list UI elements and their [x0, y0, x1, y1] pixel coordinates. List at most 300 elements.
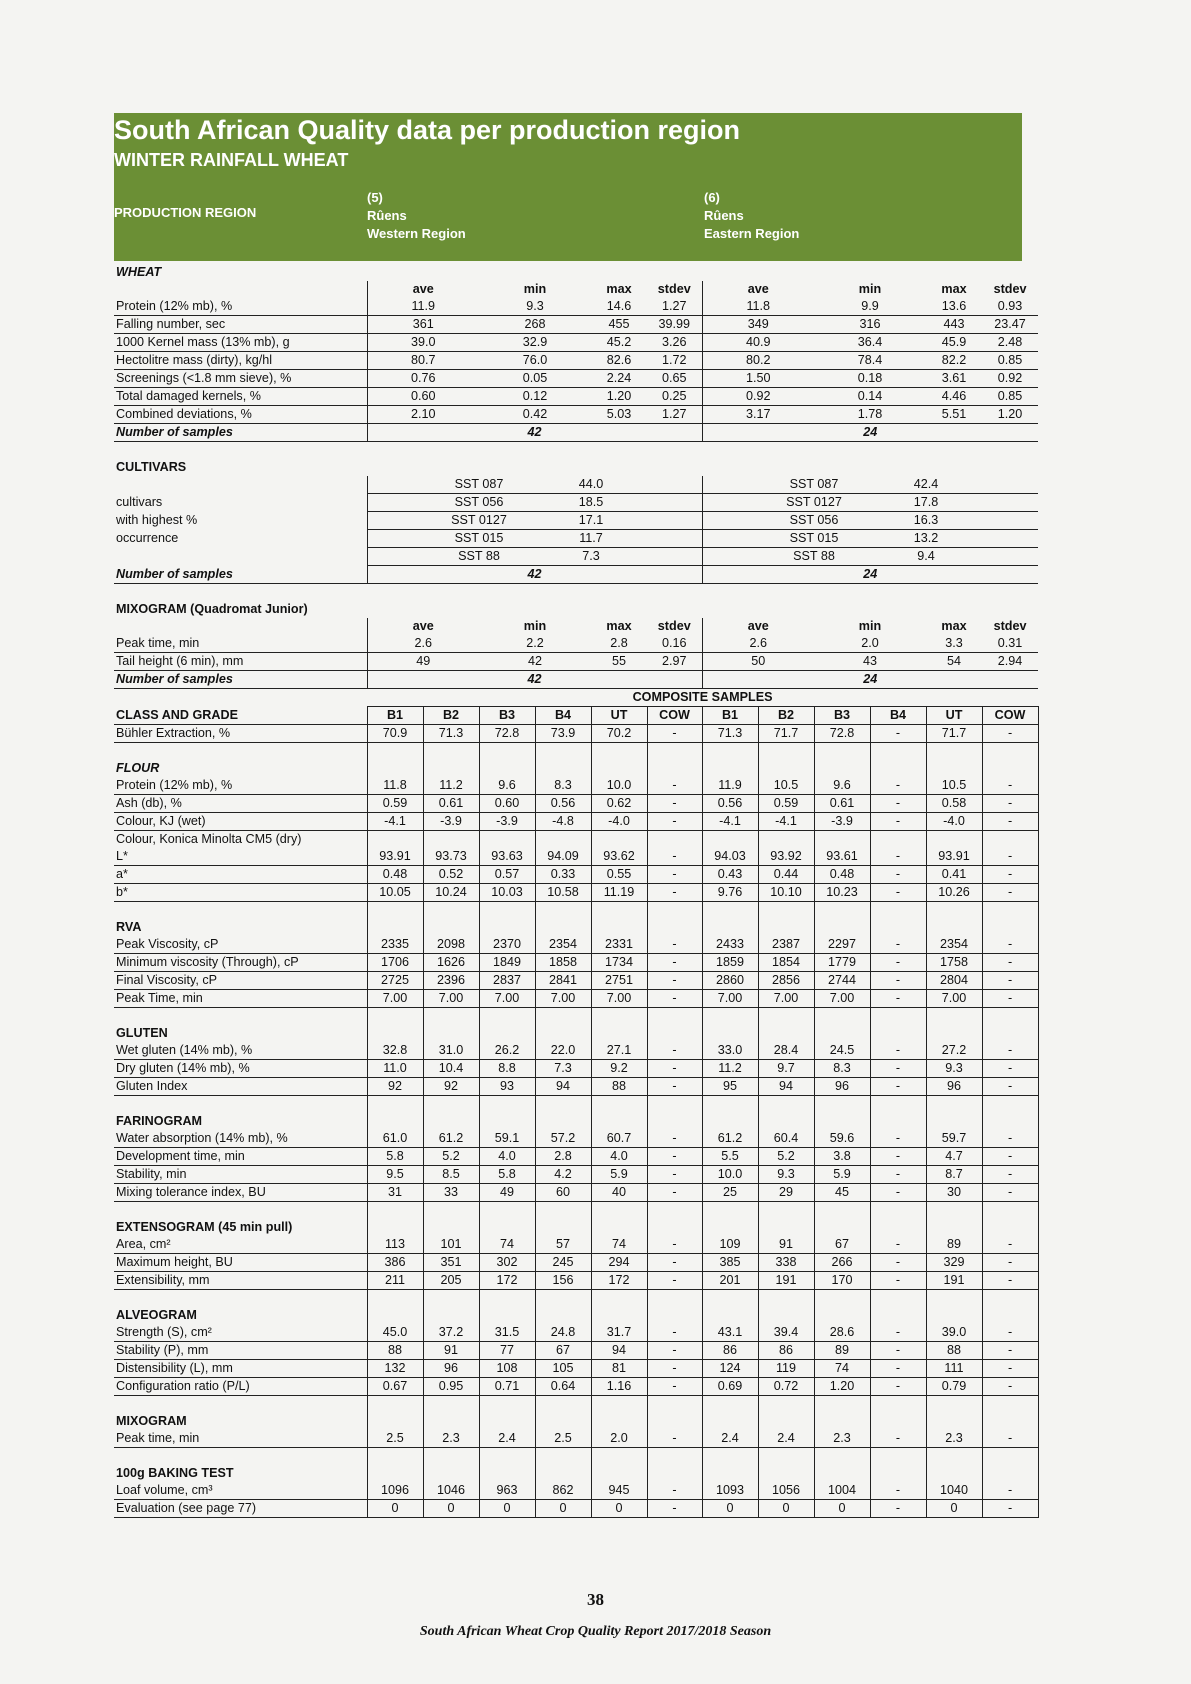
empty-cell	[870, 1396, 926, 1414]
empty-cell	[870, 1413, 926, 1430]
value-cell: 93	[479, 1078, 535, 1096]
wheat-stat-header	[114, 281, 1038, 298]
value-cell: 0.18	[814, 370, 926, 388]
value-cell: -	[982, 972, 1038, 990]
data-row	[114, 1500, 1038, 1518]
value-cell: 2.8	[535, 1148, 591, 1166]
stat-col-header: stdev	[993, 282, 1027, 296]
value-cell: 71.3	[702, 725, 758, 743]
row-label: Gluten Index	[114, 1078, 367, 1096]
empty-cell	[758, 1448, 814, 1466]
value-cell: 24.5	[814, 1042, 870, 1060]
empty-cell	[982, 831, 1038, 849]
value-cell: 0	[702, 1500, 758, 1518]
empty-cell	[367, 1307, 423, 1324]
value-cell: 40.9	[702, 334, 814, 352]
value-cell: 11.0	[367, 1060, 423, 1078]
samples-count-eastern: 24	[702, 424, 1038, 442]
empty-cell	[982, 494, 1038, 512]
empty-cell	[535, 760, 591, 777]
value-cell: 11.9	[702, 777, 758, 795]
value-cell: 1.16	[591, 1378, 647, 1396]
row-label: L*	[114, 848, 367, 866]
value-cell: 91	[423, 1342, 479, 1360]
value-cell: 88	[591, 1078, 647, 1096]
empty-cell	[758, 1290, 814, 1308]
empty-cell	[647, 1465, 702, 1482]
value-cell: -	[870, 813, 926, 831]
cultivar-name: SST 88	[423, 548, 535, 566]
value-cell: 0	[591, 1500, 647, 1518]
production-region-label: PRODUCTION REGION	[114, 205, 257, 220]
value-cell: 61.2	[702, 1130, 758, 1148]
cultivar-percent: 13.2	[870, 530, 982, 548]
value-cell: -	[982, 1236, 1038, 1254]
empty-cell	[591, 1219, 647, 1236]
empty-cell	[982, 1307, 1038, 1324]
value-cell: -	[870, 884, 926, 902]
data-row	[114, 1042, 1038, 1060]
value-cell: 5.9	[591, 1166, 647, 1184]
value-cell: 1093	[702, 1482, 758, 1500]
data-row	[114, 990, 1038, 1008]
value-cell: 351	[423, 1254, 479, 1272]
value-cell: -4.1	[702, 813, 758, 831]
value-cell: 33	[423, 1184, 479, 1202]
value-cell: 10.23	[814, 884, 870, 902]
mixogram-qj-samples-row	[114, 671, 1038, 689]
value-cell: 2.10	[367, 406, 479, 424]
empty-cell	[702, 476, 758, 494]
value-cell: -	[982, 1254, 1038, 1272]
empty-cell	[814, 1202, 870, 1220]
empty-cell	[367, 530, 423, 548]
empty-cell	[926, 1096, 982, 1114]
value-cell: 80.2	[702, 352, 814, 370]
value-cell: -	[982, 1378, 1038, 1396]
value-cell: 191	[758, 1272, 814, 1290]
value-cell: 39.0	[926, 1324, 982, 1342]
value-cell: 0.33	[535, 866, 591, 884]
value-cell: 245	[535, 1254, 591, 1272]
empty-cell	[870, 1219, 926, 1236]
value-cell: 113	[367, 1236, 423, 1254]
value-cell: 74	[591, 1236, 647, 1254]
spacer-row	[114, 1008, 1038, 1026]
value-cell: 94.03	[702, 848, 758, 866]
label-cell	[114, 618, 367, 635]
value-cell: 82.6	[591, 352, 647, 370]
value-cell: 14.6	[591, 298, 647, 316]
value-cell: 5.51	[926, 406, 982, 424]
value-cell: 50	[702, 653, 814, 671]
empty-cell	[758, 1096, 814, 1114]
value-cell: -	[647, 725, 702, 743]
value-cell: 8.8	[479, 1060, 535, 1078]
value-cell: 0.41	[926, 866, 982, 884]
data-row	[114, 1342, 1038, 1360]
empty-cell	[647, 760, 702, 777]
subheading-row	[114, 831, 1038, 849]
value-cell: 7.00	[702, 990, 758, 1008]
value-cell: 2387	[758, 936, 814, 954]
samples-label: Number of samples	[114, 566, 367, 584]
value-cell: 26.2	[479, 1042, 535, 1060]
value-cell: 39.4	[758, 1324, 814, 1342]
value-cell: 10.24	[423, 884, 479, 902]
value-cell: 1779	[814, 954, 870, 972]
section-title: GLUTEN	[116, 1026, 168, 1040]
value-cell: 1056	[758, 1482, 814, 1500]
value-cell: 0.48	[814, 866, 870, 884]
value-cell: 86	[702, 1342, 758, 1360]
value-cell: 0	[535, 1500, 591, 1518]
value-cell: -	[870, 1060, 926, 1078]
value-cell: 211	[367, 1272, 423, 1290]
empty-cell	[758, 1307, 814, 1324]
label-cell	[114, 1008, 367, 1026]
value-cell: -	[647, 795, 702, 813]
value-cell: 43.1	[702, 1324, 758, 1342]
spacer-cell	[114, 584, 1038, 602]
value-cell: 93.73	[423, 848, 479, 866]
wheat-row	[114, 406, 1038, 424]
empty-cell	[982, 1025, 1038, 1042]
cultivar-side-label	[114, 476, 367, 494]
value-cell: 7.00	[758, 990, 814, 1008]
value-cell: 170	[814, 1272, 870, 1290]
empty-cell	[423, 1448, 479, 1466]
value-cell: 1858	[535, 954, 591, 972]
region-5-name: Rûens	[367, 208, 407, 223]
label-cell	[114, 1096, 367, 1114]
value-cell: 2837	[479, 972, 535, 990]
value-cell: -	[647, 1500, 702, 1518]
empty-cell	[926, 1290, 982, 1308]
value-cell: 4.0	[479, 1148, 535, 1166]
empty-cell	[647, 919, 702, 936]
row-label: Wet gluten (14% mb), %	[114, 1042, 367, 1060]
value-cell: 0.48	[367, 866, 423, 884]
value-cell: 91	[758, 1236, 814, 1254]
value-cell: 31	[367, 1184, 423, 1202]
value-cell: 201	[702, 1272, 758, 1290]
value-cell: 2751	[591, 972, 647, 990]
value-cell: 0.05	[479, 370, 591, 388]
value-cell: 9.2	[591, 1060, 647, 1078]
value-cell: 0.31	[982, 635, 1038, 653]
value-cell: -	[870, 990, 926, 1008]
empty-cell	[367, 902, 423, 920]
value-cell: 2098	[423, 936, 479, 954]
empty-cell	[982, 1448, 1038, 1466]
empty-cell	[814, 1025, 870, 1042]
empty-cell	[647, 548, 702, 566]
data-row	[114, 1148, 1038, 1166]
value-cell: 10.4	[423, 1060, 479, 1078]
empty-cell	[702, 1290, 758, 1308]
value-cell: 10.5	[926, 777, 982, 795]
cultivar-percent: 9.4	[870, 548, 982, 566]
value-cell: -	[870, 936, 926, 954]
value-cell: 2.3	[423, 1430, 479, 1448]
cultivar-percent: 44.0	[535, 476, 647, 494]
value-cell: 94	[591, 1342, 647, 1360]
value-cell: 40	[591, 1184, 647, 1202]
empty-cell	[982, 902, 1038, 920]
value-cell: 2.0	[814, 635, 926, 653]
value-cell: -	[982, 954, 1038, 972]
value-cell: 27.2	[926, 1042, 982, 1060]
value-cell: 2.97	[647, 653, 702, 671]
value-cell: 0.95	[423, 1378, 479, 1396]
value-cell: 81	[591, 1360, 647, 1378]
empty-cell	[702, 1465, 758, 1482]
stat-col-header: min	[858, 282, 882, 296]
empty-cell	[647, 1202, 702, 1220]
value-cell: -	[982, 1342, 1038, 1360]
empty-cell	[758, 1008, 814, 1026]
value-cell: 2.6	[367, 635, 479, 653]
value-cell: -	[982, 725, 1038, 743]
value-cell: 1046	[423, 1482, 479, 1500]
value-cell: 2396	[423, 972, 479, 990]
empty-cell	[423, 919, 479, 936]
spacer-row	[114, 902, 1038, 920]
value-cell: 0.58	[926, 795, 982, 813]
empty-cell	[535, 1008, 591, 1026]
value-cell: 7.00	[479, 990, 535, 1008]
empty-cell	[535, 1025, 591, 1042]
value-cell: 2744	[814, 972, 870, 990]
stat-col-header: max	[606, 282, 632, 296]
empty-cell	[758, 743, 814, 761]
value-cell: 1096	[367, 1482, 423, 1500]
value-cell: -	[870, 795, 926, 813]
value-cell: 89	[814, 1342, 870, 1360]
grade-col-header: COW	[982, 707, 1038, 725]
value-cell: -	[647, 1042, 702, 1060]
value-cell: 338	[758, 1254, 814, 1272]
value-cell: 7.00	[926, 990, 982, 1008]
value-cell: -	[870, 1236, 926, 1254]
data-row	[114, 777, 1038, 795]
composite-header-row	[114, 689, 1038, 707]
section-title: WHEAT	[116, 265, 162, 279]
empty-cell	[647, 831, 702, 849]
empty-cell	[367, 1448, 423, 1466]
empty-cell	[702, 1008, 758, 1026]
row-label: Ash (db), %	[114, 795, 367, 813]
empty-cell	[982, 530, 1038, 548]
value-cell: -	[870, 1482, 926, 1500]
value-cell: 28.6	[814, 1324, 870, 1342]
stat-col-header: ave	[702, 618, 814, 635]
empty-cell	[870, 760, 926, 777]
empty-cell	[479, 1025, 535, 1042]
value-cell: 0.43	[702, 866, 758, 884]
value-cell: 31.0	[423, 1042, 479, 1060]
value-cell: 96	[423, 1360, 479, 1378]
empty-cell	[535, 1465, 591, 1482]
empty-cell	[870, 1307, 926, 1324]
row-label: Hectolitre mass (dirty), kg/hl	[114, 352, 367, 370]
empty-cell	[367, 1465, 423, 1482]
grade-col-header: B1	[702, 707, 758, 725]
value-cell: 33.0	[702, 1042, 758, 1060]
value-cell: 1.72	[647, 352, 702, 370]
empty-cell	[423, 1290, 479, 1308]
value-cell: 0.93	[982, 298, 1038, 316]
page-number: 38	[587, 1590, 604, 1609]
empty-cell	[367, 1396, 423, 1414]
value-cell: 0.25	[647, 388, 702, 406]
row-label: Evaluation (see page 77)	[114, 1500, 367, 1518]
stat-col-header: max	[941, 282, 967, 296]
empty-cell	[535, 919, 591, 936]
empty-cell	[423, 831, 479, 849]
empty-cell	[982, 1290, 1038, 1308]
value-cell: 0.12	[479, 388, 591, 406]
empty-cell	[367, 476, 423, 494]
empty-cell	[423, 1465, 479, 1482]
value-cell: -	[870, 1148, 926, 1166]
value-cell: 945	[591, 1482, 647, 1500]
value-cell: 31.7	[591, 1324, 647, 1342]
label-cell	[114, 1202, 367, 1220]
spacer-row	[114, 1448, 1038, 1466]
section-title-row	[114, 919, 1038, 936]
value-cell: 2.8	[591, 635, 647, 653]
empty-cell	[591, 1413, 647, 1430]
cultivar-name: SST 087	[423, 476, 535, 494]
row-label: Tail height (6 min), mm	[114, 653, 367, 671]
value-cell: 5.9	[814, 1166, 870, 1184]
value-cell: 0.14	[814, 388, 926, 406]
data-row	[114, 1078, 1038, 1096]
cultivar-name: SST 056	[758, 512, 870, 530]
value-cell: 45.0	[367, 1324, 423, 1342]
empty-cell	[479, 1465, 535, 1482]
value-cell: -	[982, 1500, 1038, 1518]
value-cell: -	[982, 1360, 1038, 1378]
empty-cell	[647, 1025, 702, 1042]
spacer-row	[114, 1396, 1038, 1414]
row-label: Screenings (<1.8 mm sieve), %	[114, 370, 367, 388]
empty-cell	[647, 1448, 702, 1466]
empty-cell	[926, 760, 982, 777]
value-cell: 3.17	[702, 406, 814, 424]
grade-col-header: UT	[926, 707, 982, 725]
empty-cell	[647, 1008, 702, 1026]
empty-cell	[702, 1202, 758, 1220]
value-cell: -	[982, 884, 1038, 902]
section-title: MIXOGRAM (Quadromat Junior)	[116, 602, 308, 616]
empty-cell	[758, 1396, 814, 1414]
value-cell: -	[870, 848, 926, 866]
empty-cell	[926, 743, 982, 761]
empty-cell	[479, 1008, 535, 1026]
value-cell: -	[982, 848, 1038, 866]
wheat-row	[114, 298, 1038, 316]
value-cell: 5.5	[702, 1148, 758, 1166]
value-cell: 172	[591, 1272, 647, 1290]
row-label: Area, cm²	[114, 1236, 367, 1254]
value-cell: -	[647, 813, 702, 831]
empty-cell	[647, 476, 702, 494]
value-cell: 2856	[758, 972, 814, 990]
value-cell: 0.16	[647, 635, 702, 653]
empty-cell	[591, 902, 647, 920]
value-cell: 0.55	[591, 866, 647, 884]
data-row	[114, 1254, 1038, 1272]
empty-cell	[926, 1113, 982, 1130]
mixogram-qj-section-title	[114, 601, 1038, 618]
data-row	[114, 848, 1038, 866]
value-cell: 93.92	[758, 848, 814, 866]
value-cell: -	[870, 1500, 926, 1518]
row-label: Minimum viscosity (Through), cP	[114, 954, 367, 972]
wheat-samples-row	[114, 424, 1038, 442]
value-cell: 0	[423, 1500, 479, 1518]
cultivar-percent: 11.7	[535, 530, 647, 548]
row-label: Falling number, sec	[114, 316, 367, 334]
value-cell: 156	[535, 1272, 591, 1290]
empty-cell	[479, 1396, 535, 1414]
value-cell: 8.3	[814, 1060, 870, 1078]
empty-cell	[479, 1307, 535, 1324]
empty-cell	[423, 760, 479, 777]
data-row	[114, 1378, 1038, 1396]
value-cell: 0.44	[758, 866, 814, 884]
value-cell: -	[647, 1166, 702, 1184]
value-cell: 32.9	[479, 334, 591, 352]
empty-cell	[367, 919, 423, 936]
empty-cell	[647, 1096, 702, 1114]
cultivar-row	[114, 476, 1038, 494]
empty-cell	[423, 1096, 479, 1114]
value-cell: 0.56	[535, 795, 591, 813]
value-cell: 0.57	[479, 866, 535, 884]
value-cell: 28.4	[758, 1042, 814, 1060]
value-cell: 0.92	[702, 388, 814, 406]
value-cell: 9.9	[814, 298, 926, 316]
cultivar-percent: 42.4	[870, 476, 982, 494]
section-title: 100g BAKING TEST	[116, 1466, 234, 1480]
row-label: 1000 Kernel mass (13% mb), g	[114, 334, 367, 352]
value-cell: 2.4	[702, 1430, 758, 1448]
empty-cell	[591, 1025, 647, 1042]
value-cell: 45.2	[591, 334, 647, 352]
value-cell: 93.91	[367, 848, 423, 866]
value-cell: 11.19	[591, 884, 647, 902]
data-row	[114, 813, 1038, 831]
stat-col-header: min	[858, 619, 882, 633]
value-cell: 2.5	[367, 1430, 423, 1448]
grade-col-header: B3	[479, 707, 535, 725]
data-row	[114, 936, 1038, 954]
page-title: South African Quality data per production region	[114, 115, 741, 145]
value-cell: -	[870, 1042, 926, 1060]
value-cell: 27.1	[591, 1042, 647, 1060]
section-title: CULTIVARS	[116, 460, 187, 474]
value-cell: 1.20	[814, 1378, 870, 1396]
samples-count-western: 42	[367, 566, 702, 584]
value-cell: 0.72	[758, 1378, 814, 1396]
label-cell	[114, 689, 367, 707]
value-cell: 5.2	[423, 1148, 479, 1166]
section-title-row	[114, 1307, 1038, 1324]
